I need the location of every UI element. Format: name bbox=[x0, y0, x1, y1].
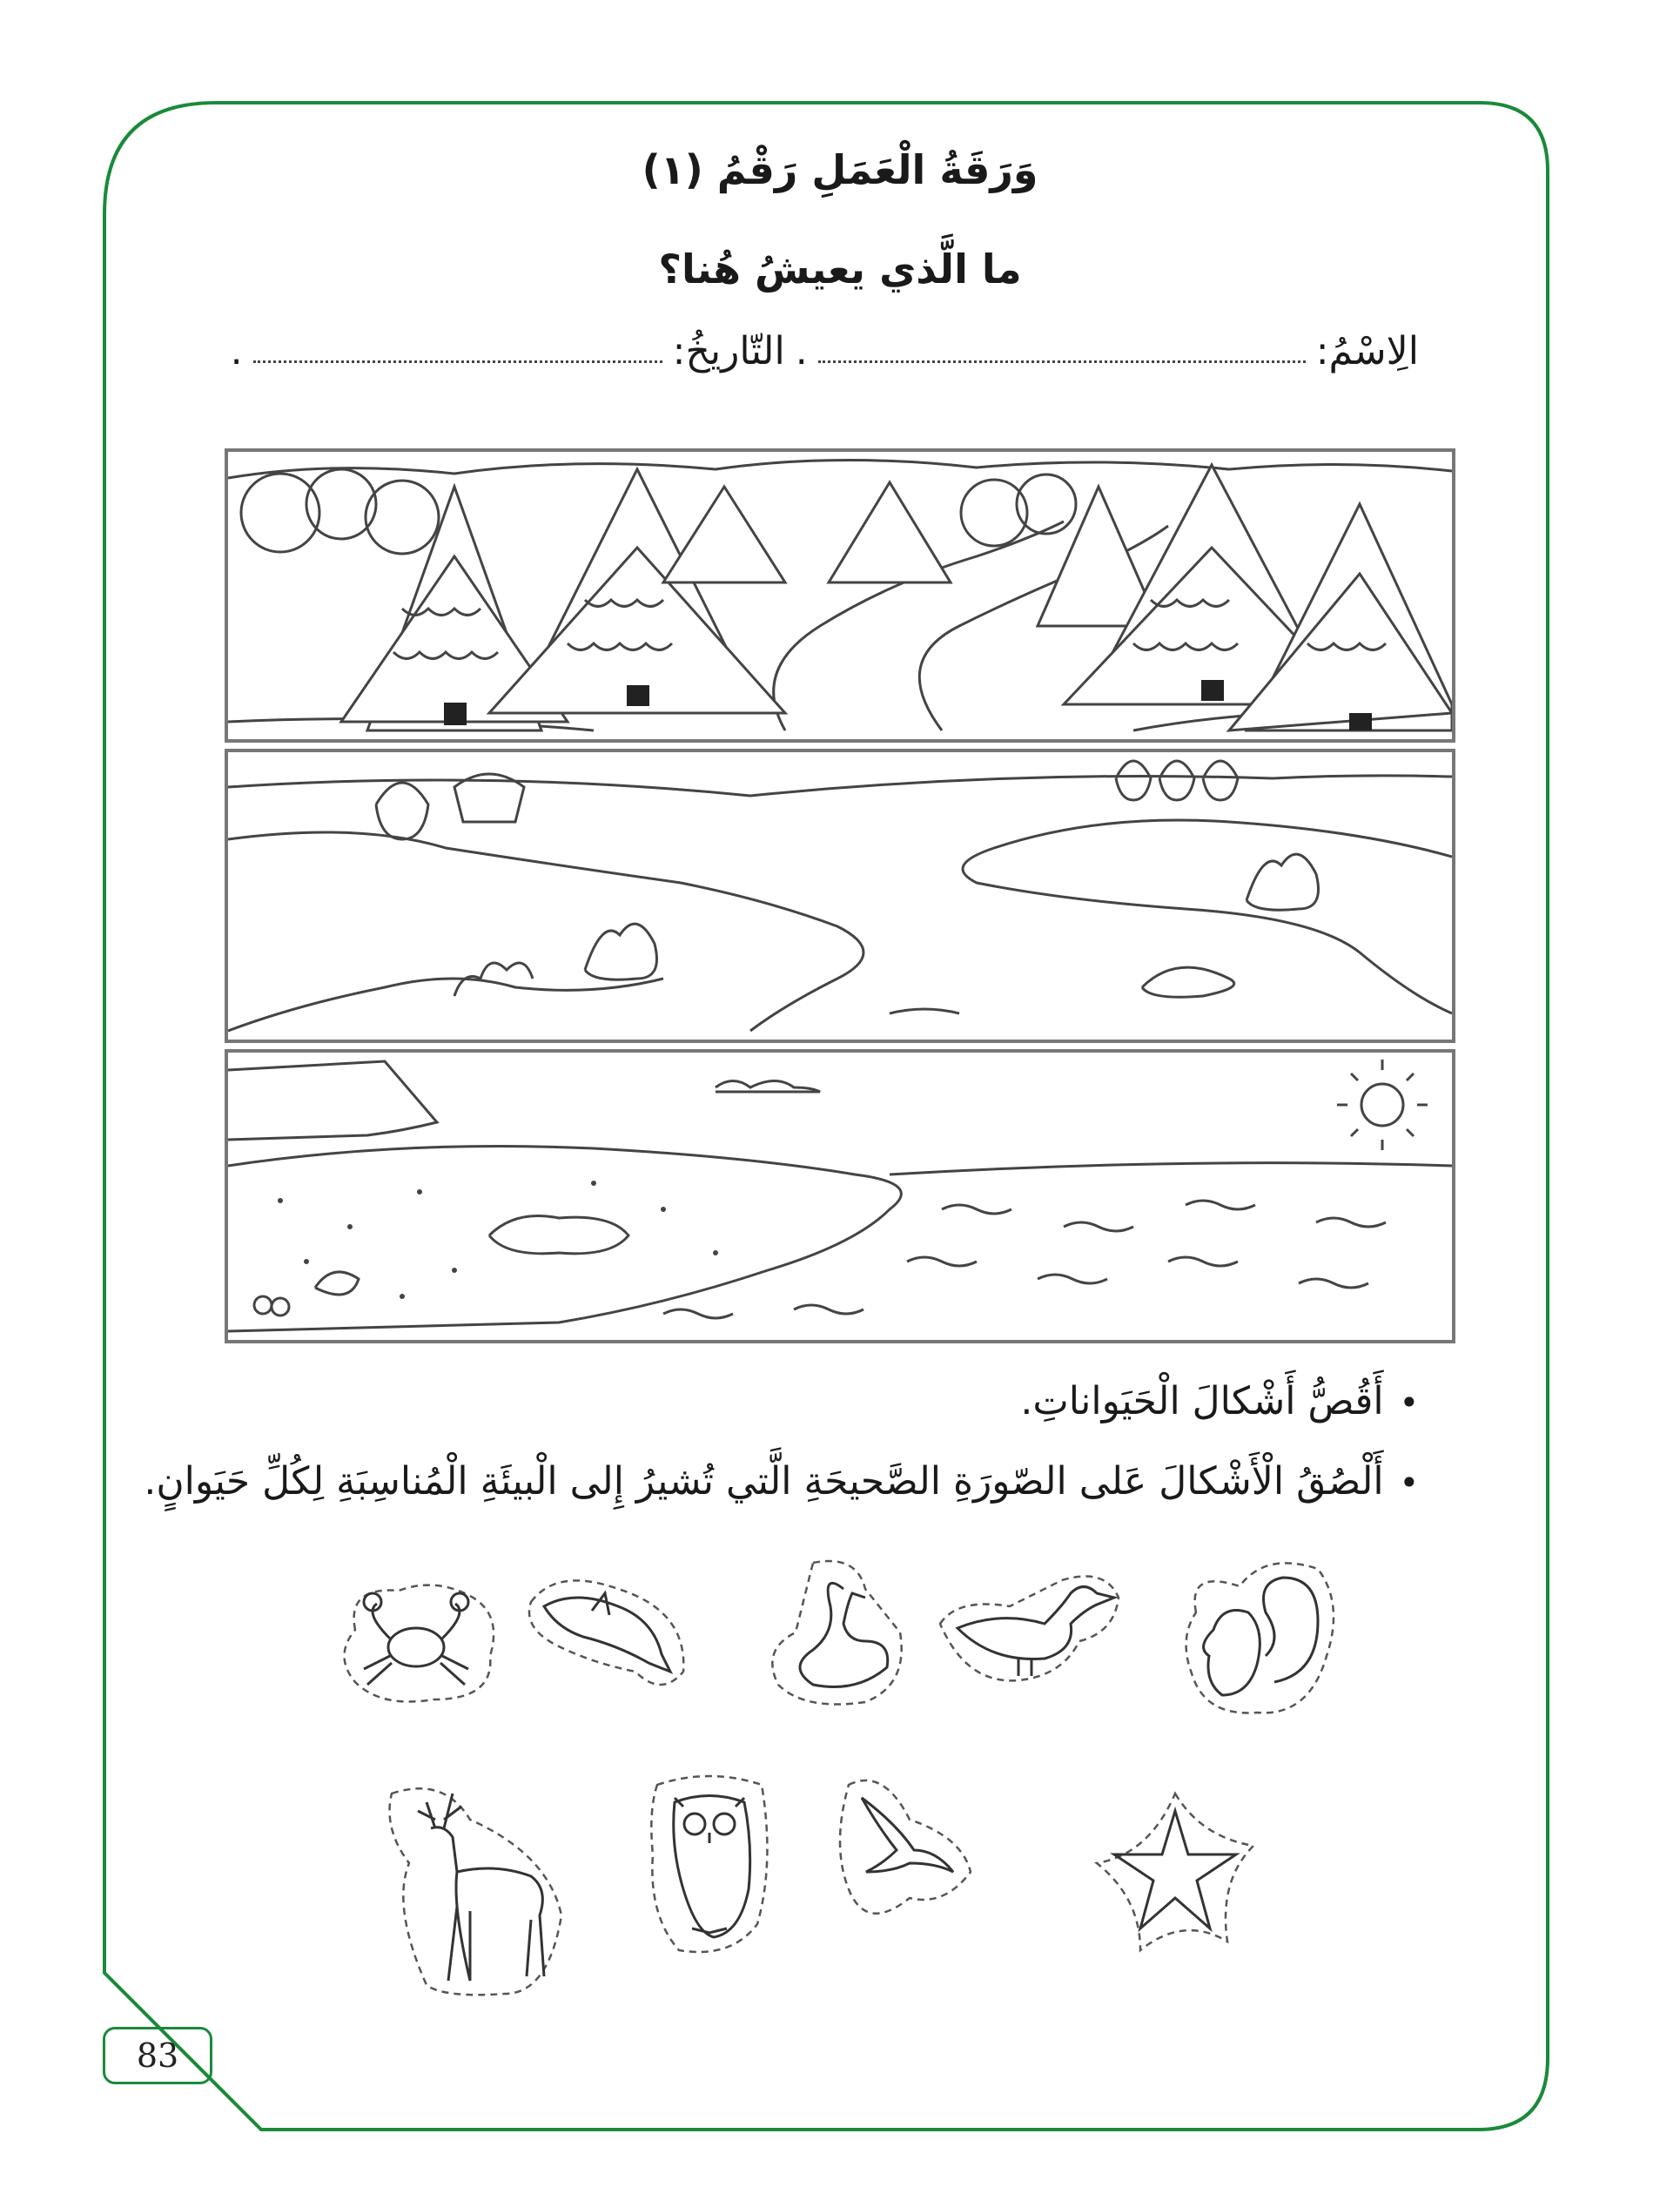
crab-cutout[interactable] bbox=[329, 1578, 503, 1708]
squirrel-cutout[interactable] bbox=[1170, 1551, 1344, 1726]
worksheet-title: وَرَقَةُ الْعَمَلِ رَقْمُ (١) bbox=[642, 146, 1038, 193]
sea-illustration bbox=[228, 1053, 1452, 1340]
name-date-line bbox=[231, 329, 1419, 374]
instruction-text: أَقُصُّ أَشْكالَ الْحَيَواناتِ. bbox=[1020, 1379, 1384, 1423]
name-label: الِاسْمُ: bbox=[1315, 329, 1419, 374]
page-number: 83 bbox=[103, 2027, 212, 2084]
owl-cutout[interactable] bbox=[644, 1767, 775, 1959]
worksheet-question: ما الَّذي يعيشُ هُنا؟ bbox=[658, 246, 1022, 293]
date-field[interactable] bbox=[253, 360, 662, 363]
deer-cutout[interactable] bbox=[374, 1776, 575, 2002]
sea-scene[interactable] bbox=[225, 1049, 1455, 1343]
starfish-cutout[interactable] bbox=[1088, 1785, 1262, 1959]
instruction-2 bbox=[144, 1459, 1419, 1504]
date-label: التّاريخُ: bbox=[672, 329, 785, 374]
duck-cutout[interactable] bbox=[931, 1563, 1132, 1693]
dolphin-cutout[interactable] bbox=[522, 1567, 696, 1698]
bullet: • bbox=[1399, 1464, 1419, 1502]
separator-dot: . bbox=[230, 329, 243, 374]
swan-cutout[interactable] bbox=[761, 1554, 909, 1711]
river-scene[interactable] bbox=[225, 749, 1455, 1043]
bullet: • bbox=[1399, 1383, 1419, 1422]
instruction-1 bbox=[1020, 1379, 1419, 1423]
river-illustration bbox=[228, 752, 1452, 1040]
seagull-cutout[interactable] bbox=[831, 1767, 979, 1942]
instruction-text: أَلْصُقُ الْأَشْكالَ عَلى الصّورَةِ الصَّحيحَةِ الَّتي تُشيرُ إِلى الْبيئَةِ الْمُناسِبَةِ لِكُلِّ حَيَوانٍ. bbox=[144, 1459, 1384, 1504]
forest-scene[interactable] bbox=[225, 448, 1455, 743]
forest-illustration bbox=[228, 452, 1452, 739]
separator-dot: . bbox=[795, 329, 808, 374]
name-field[interactable] bbox=[818, 360, 1306, 363]
